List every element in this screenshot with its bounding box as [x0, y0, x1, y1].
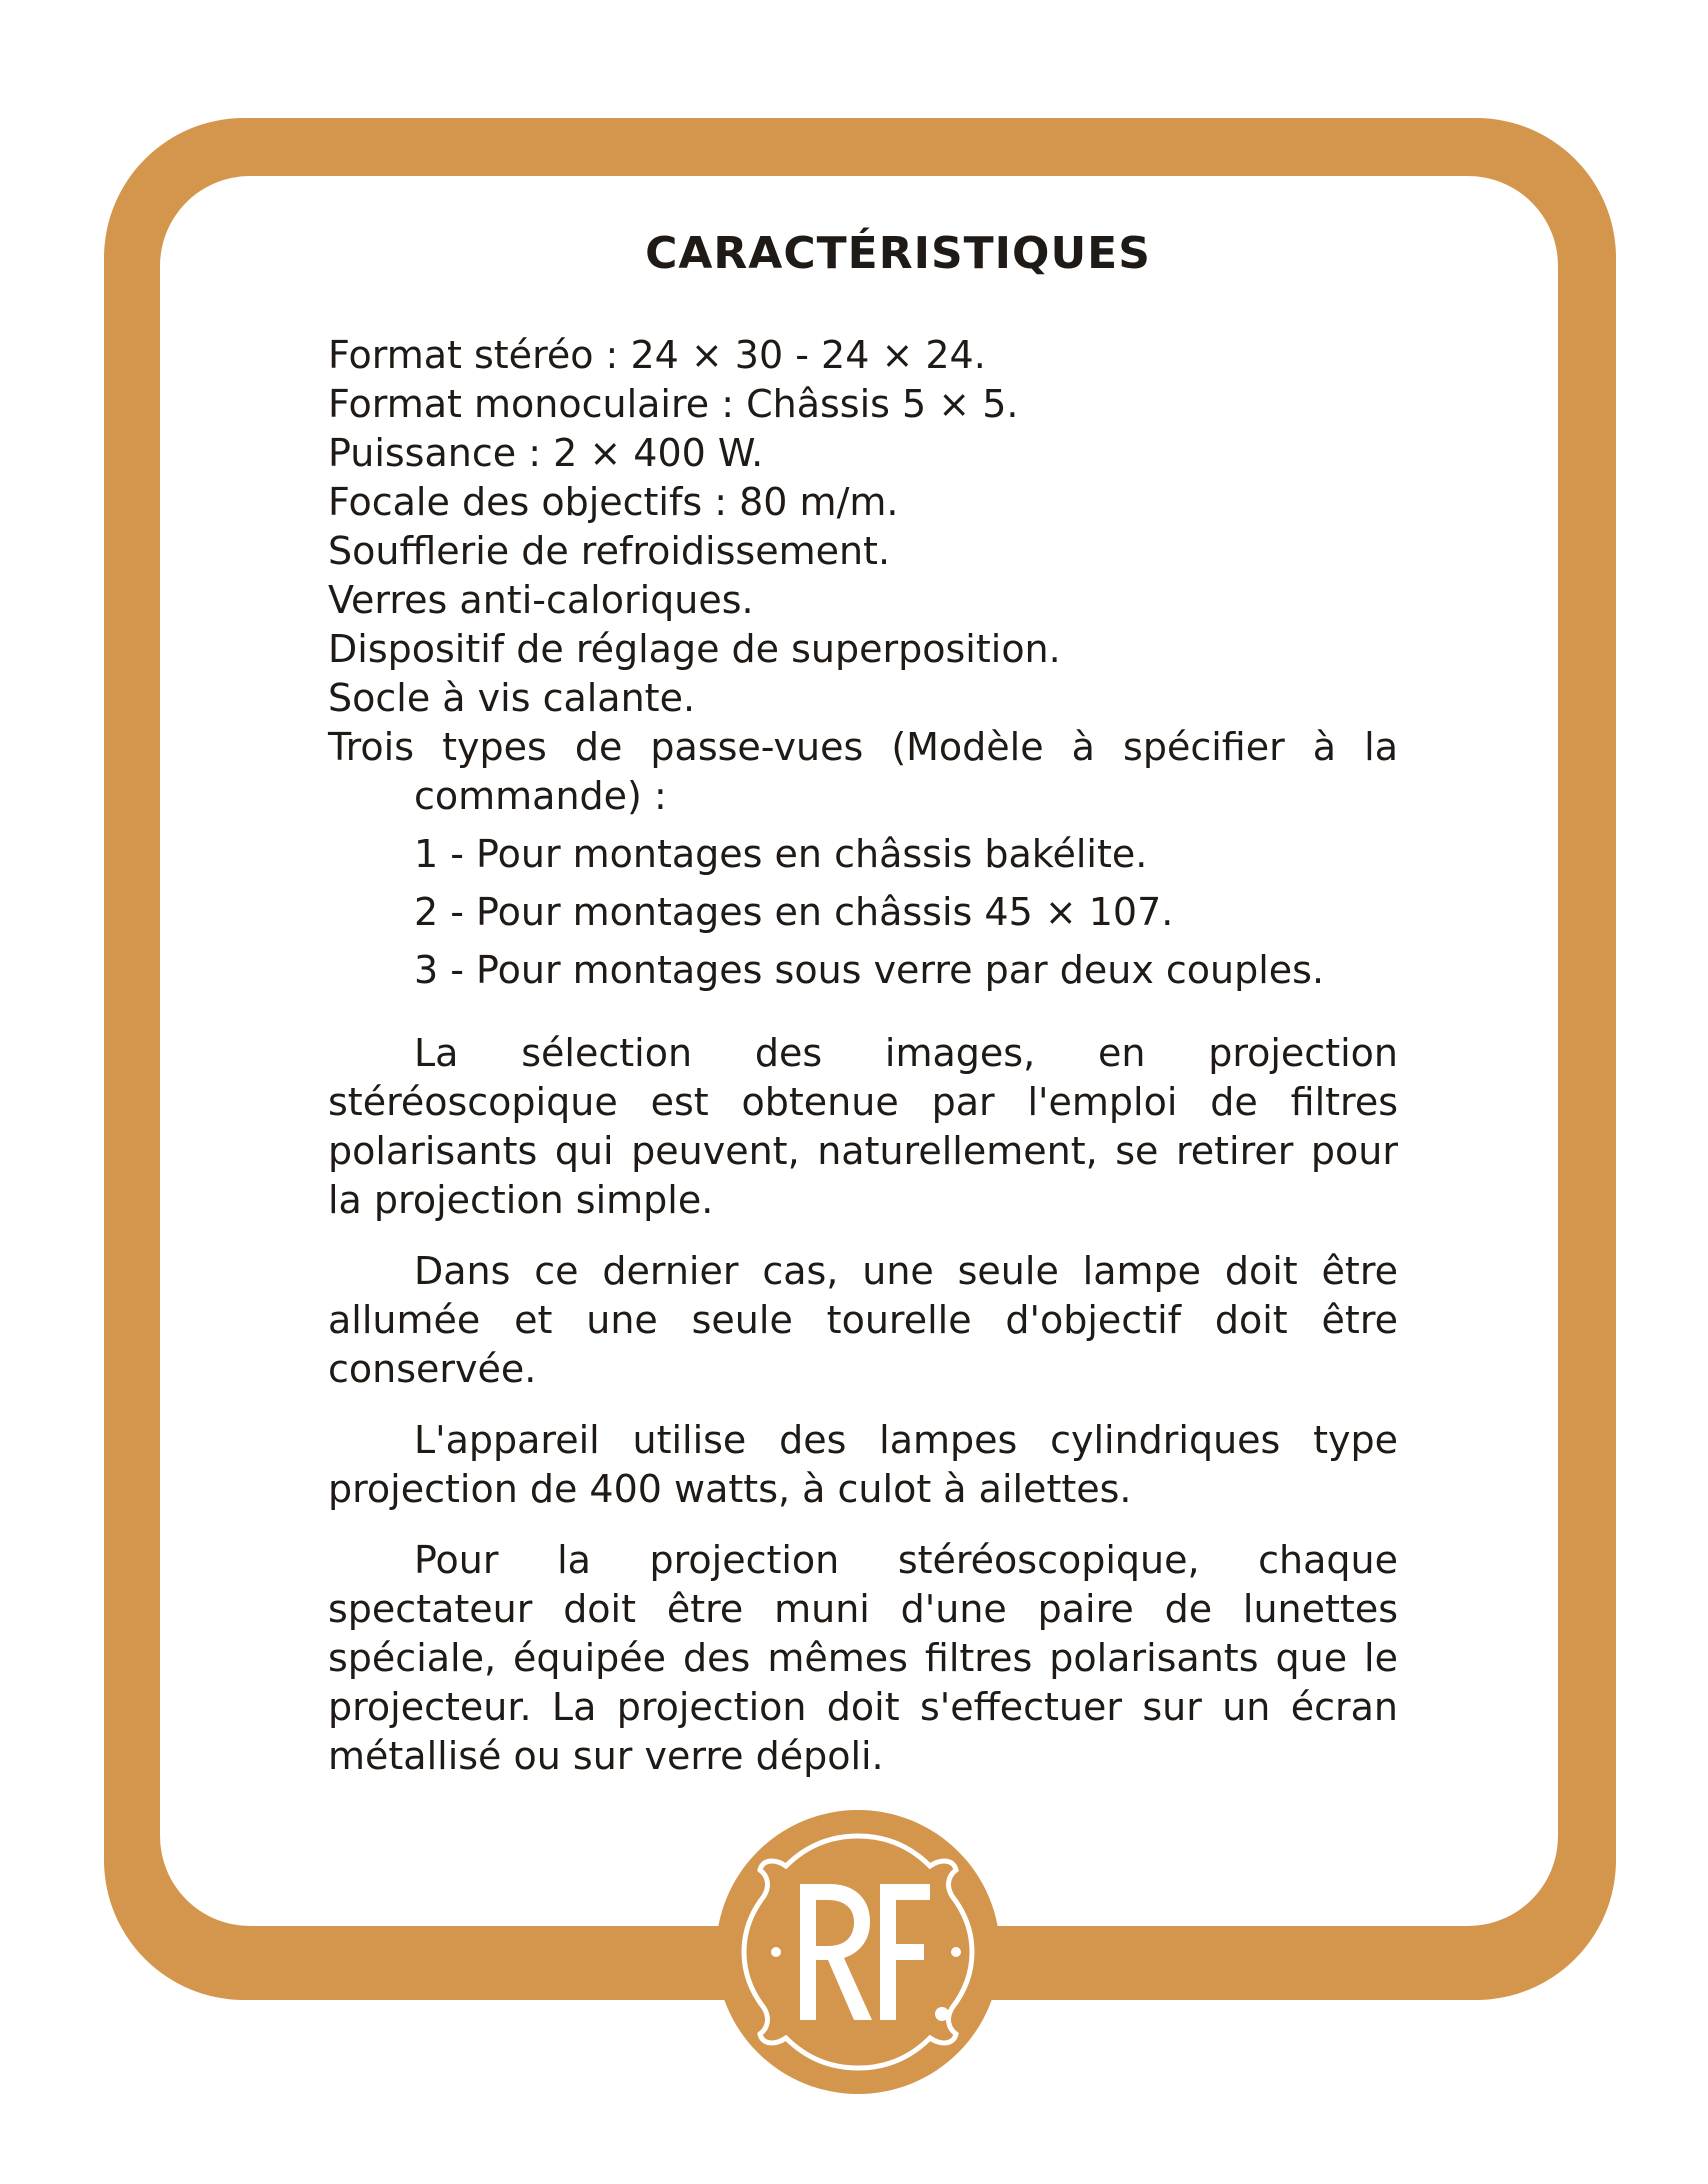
- spec-item: Trois types de passe-vues (Modèle à spécifier à la commande) :: [328, 725, 1398, 818]
- passe-vues-item: 3 - Pour montages sous verre par deux couples.: [414, 948, 1325, 992]
- paragraph-selection: La sélection des images, en projection stéréoscopique est obtenue par l'emploi de filtres polarisants qui peuvent, naturellement, se retirer pour la projection simple.: [328, 1031, 1398, 1222]
- spec-item: Dispositif de réglage de superposition.: [328, 627, 1061, 671]
- paragraph-lamps: L'appareil utilise des lampes cylindriques type projection de 400 watts, à culot à ailettes.: [328, 1418, 1398, 1511]
- page-title: CARACTÉRISTIQUES: [645, 228, 1151, 279]
- passe-vues-item: 2 - Pour montages en châssis 45 × 107.: [414, 890, 1174, 934]
- spec-item: Socle à vis calante.: [328, 676, 696, 720]
- spec-item: Verres anti-caloriques.: [328, 578, 754, 622]
- paragraph-simple-projection: Dans ce dernier cas, une seule lampe doit être allumée et une seule tourelle d'objectif doit être conservée.: [328, 1249, 1398, 1391]
- spec-item: Focale des objectifs : 80 m/m.: [328, 480, 899, 524]
- passe-vues-item: 1 - Pour montages en châssis bakélite.: [414, 832, 1148, 876]
- spec-item: Soufflerie de refroidissement.: [328, 529, 891, 573]
- rf-monogram-seal-icon: [716, 1810, 1000, 2094]
- content-area: [328, 228, 1398, 1781]
- spec-item: Format monoculaire : Châssis 5 × 5.: [328, 382, 1019, 426]
- spec-list: [328, 331, 1398, 821]
- passe-vues-list: [328, 825, 1398, 999]
- spec-item: Format stéréo : 24 × 30 - 24 × 24.: [328, 333, 986, 377]
- paragraph-stereo-viewing: Pour la projection stéréoscopique, chaque spectateur doit être muni d'une paire de lunettes spéciale, équipée des mêmes filtres polarisants que le projecteur. La projection doit s'effectuer sur un écran métallisé ou sur verre dépoli.: [328, 1538, 1398, 1778]
- spec-item: Puissance : 2 × 400 W.: [328, 431, 764, 475]
